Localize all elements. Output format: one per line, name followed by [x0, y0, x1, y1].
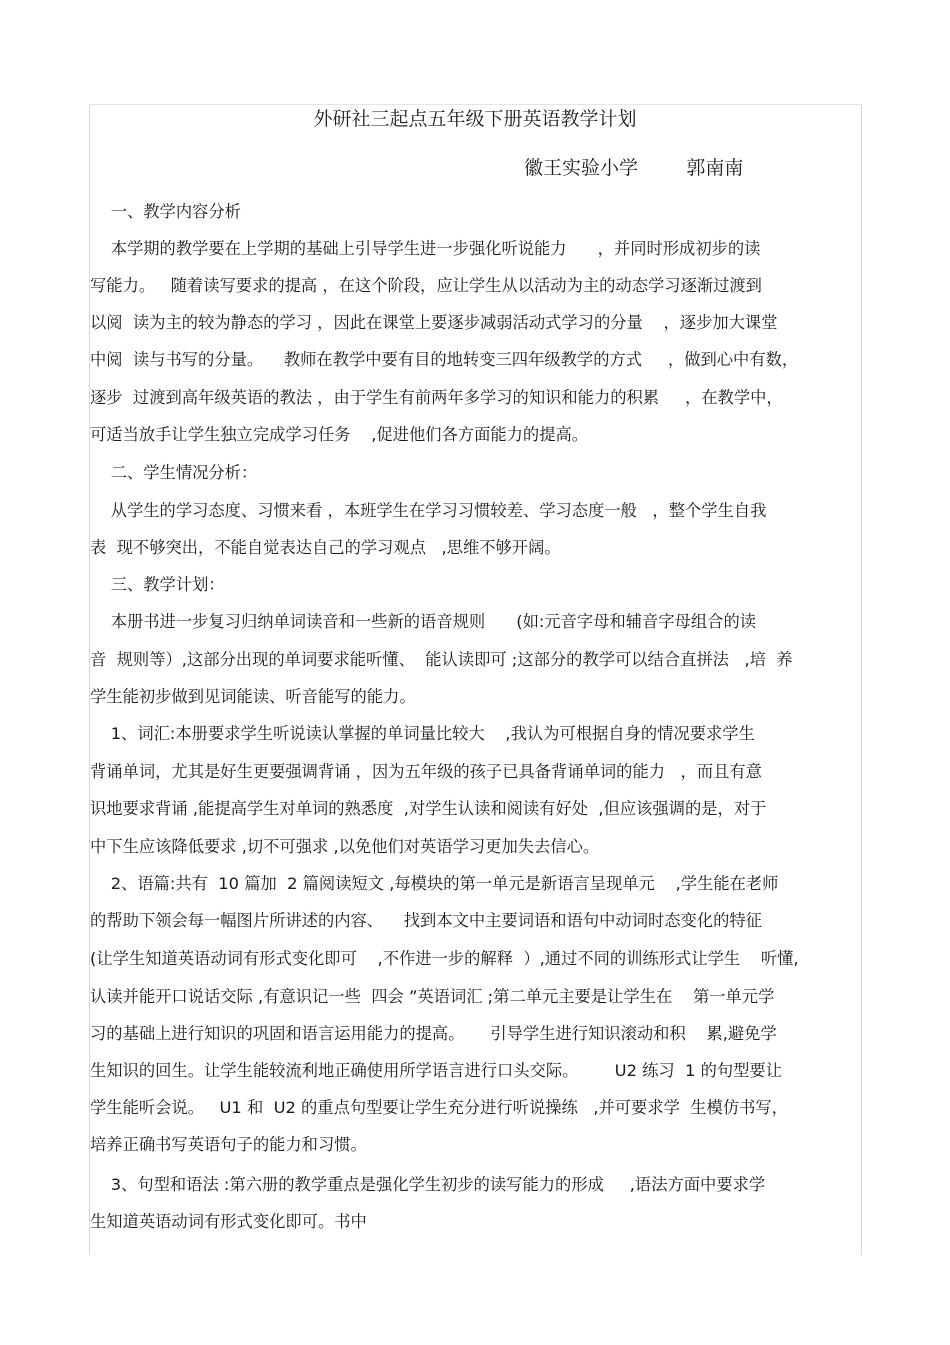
paragraph-line: 3、句型和语法 :第六册的教学重点是强化学生初步的读写能力的形成 ,语法方面中要求学: [90, 1175, 766, 1194]
paragraph-line: 中下生应该降低要求 ,切不可强求 ,以免他们对英语学习更加失去信心。: [90, 837, 600, 856]
paragraph-line: 本学期的教学要在上学期的基础上引导学生进一步强化听说能力 ，并同时形成初步的读: [90, 239, 761, 258]
paragraph-line: 音 规则等）,这部分出现的单词要求能听懂、 能认读即可 ;这部分的教学可以结合直拼法 ,培 养: [90, 650, 793, 669]
paragraph-line: 从学生的学习态度、习惯来看 ，本班学生在学习习惯较差、学习态度一般 ，整个学生自我: [90, 501, 767, 520]
section-heading-content-analysis: 一、教学内容分析: [90, 202, 241, 221]
paragraph-line: 中阅 读与书写的分量。 教师在教学中要有目的地转变三四年级教学的方式 ，做到心中有数，: [90, 350, 799, 369]
author-line: 徽王实验小学 郭南南: [524, 157, 744, 179]
paragraph-line: 的帮助下领会每一幅图片所讲述的内容、 找到本文中主要词语和语句中动词时态变化的特征: [90, 911, 762, 930]
paragraph-line: 认读并能开口说话交际 ,有意识记一些 四会 ”英语词汇 ;第二单元主要是让学生在 第一单元学: [90, 987, 775, 1006]
paragraph-line: 培养正确书写英语句子的能力和习惯。: [90, 1135, 367, 1154]
paragraph-line: 习的基础上进行知识的巩固和语言运用能力的提高。 引导学生进行知识滚动和积 累,避免学: [90, 1024, 777, 1043]
paragraph-line: 以阅 读为主的较为静态的学习 ，因此在课堂上要逐步减弱活动式学习的分量 ，逐步加大课堂: [90, 313, 778, 332]
paragraph-line: 背诵单词，尤其是好生更要强调背诵 ，因为五年级的孩子已具备背诵单词的能力 ，而且有意: [90, 762, 762, 781]
paragraph-line: 1、词汇:本册要求学生听说读认掌握的单词量比较大 ,我认为可根据自身的情况要求学生: [90, 724, 755, 743]
section-heading-teaching-plan: 三、教学计划：: [90, 575, 225, 594]
paragraph-line: 识地要求背诵 ,能提高学生对单词的熟悉度 ,对学生认读和阅读有好处 ,但应该强调的是，对于: [90, 799, 767, 818]
paragraph-line: 写能力。 随着读写要求的提高 ，在这个阶段，应让学生从以活动为主的动态学习逐渐过渡到: [90, 276, 762, 295]
paragraph-line: 表 现不够突出，不能自觉表达自己的学习观点 ,思维不够开阔。: [90, 538, 561, 557]
paragraph-line: 学生能初步做到见词能读、听音能写的能力。: [90, 687, 416, 706]
paragraph-line: 2、语篇:共有 10 篇加 2 篇阅读短文 ,每模块的第一单元是新语言呈现单元 ,学生能在老师: [90, 874, 779, 893]
paragraph-line: 逐步 过渡到高年级英语的教法 ，由于学生有前两年多学习的知识和能力的积累 ，在教学中，: [90, 388, 783, 407]
section-heading-student-analysis: 二、学生情况分析：: [90, 463, 258, 482]
document-title: 外研社三起点五年级下册英语教学计划: [313, 108, 637, 130]
paragraph-line: (让学生知道英语动词有形式变化即可 ,不作进一步的解释 ）,通过不同的训练形式让学生 听懂,: [90, 949, 799, 968]
paragraph-line: 本册书进一步复习归纳单词读音和一些新的语音规则 (如:元音字母和辅音字母组合的读: [90, 612, 757, 631]
paragraph-line: 可适当放手让学生独立完成学习任务 ,促进他们各方面能力的提高。: [90, 425, 589, 444]
paragraph-line: 生知道英语动词有形式变化即可。书中: [90, 1212, 367, 1231]
paragraph-line: 生知识的回生。让学生能较流利地正确使用所学语言进行口头交际。 U2 练习 1 的句型要让: [90, 1061, 782, 1080]
paragraph-line: 学生能听会说。 U1 和 U2 的重点句型要让学生充分进行听说操练 ,并可要求学 生模仿书写，: [90, 1098, 788, 1117]
